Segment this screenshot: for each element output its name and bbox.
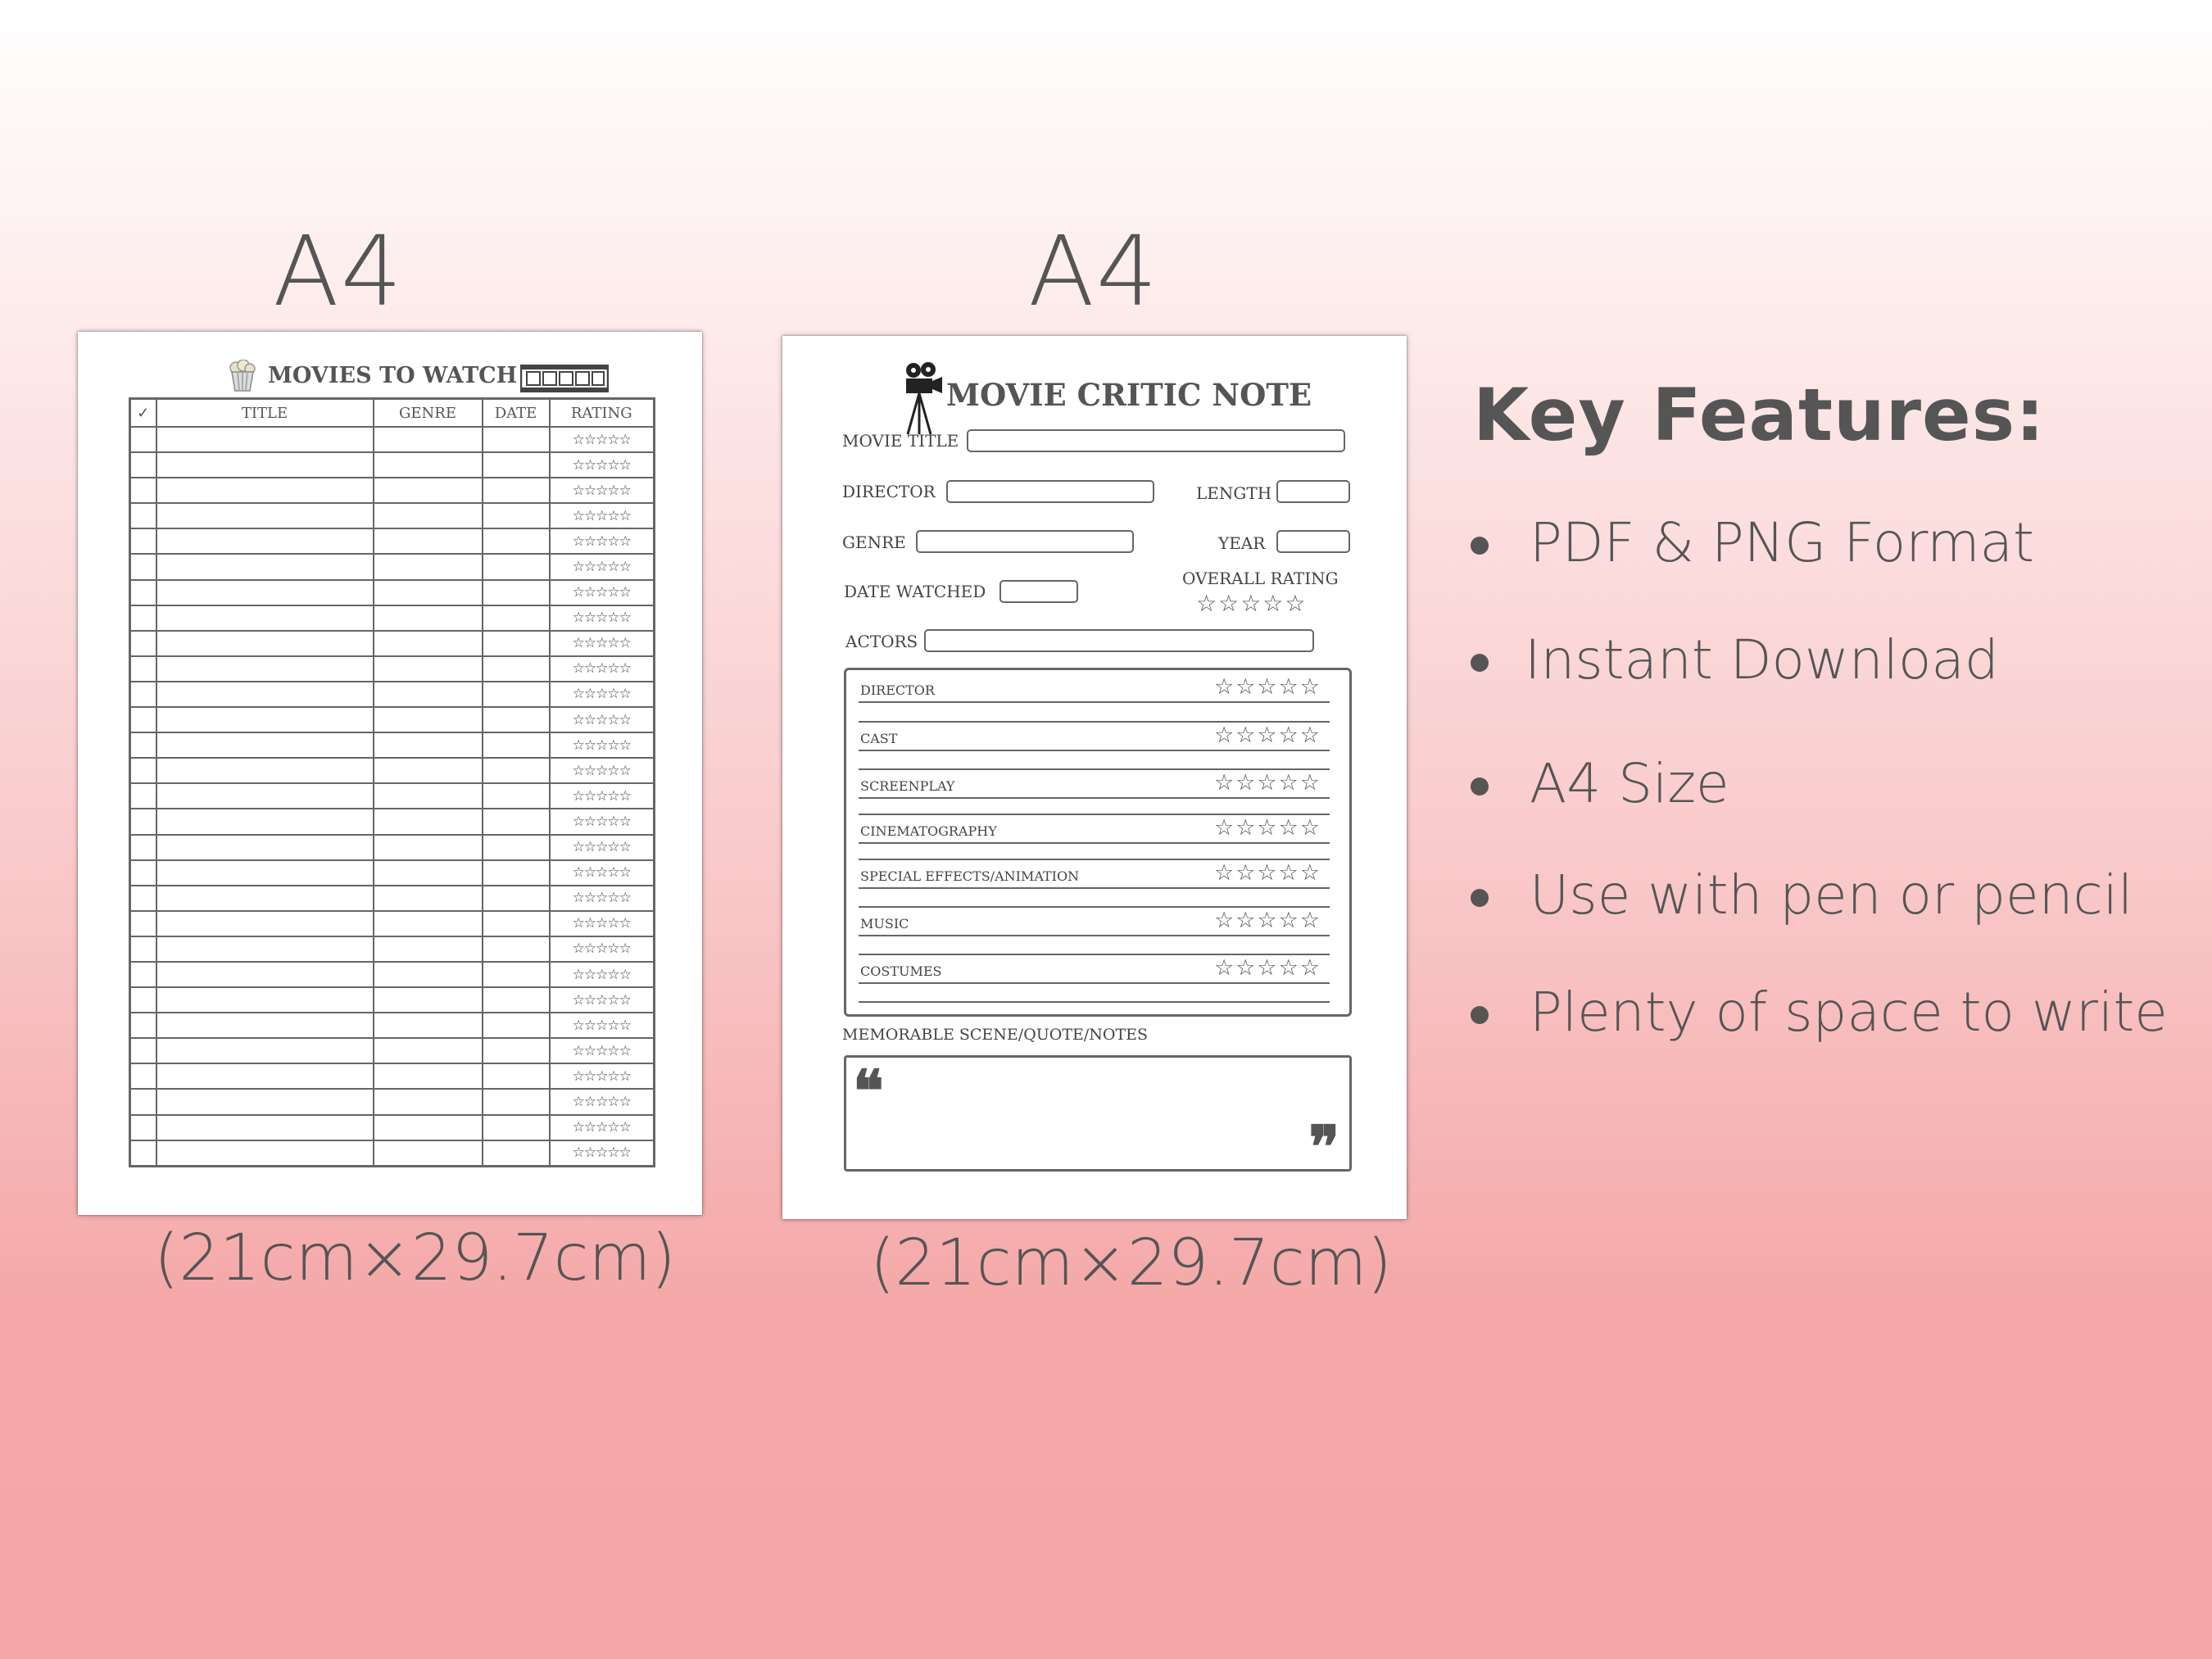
check-cell[interactable] bbox=[130, 631, 156, 656]
check-cell[interactable] bbox=[130, 911, 156, 936]
date-cell[interactable] bbox=[483, 452, 550, 478]
rating-cell[interactable]: ☆☆☆☆☆ bbox=[550, 1038, 655, 1063]
check-cell[interactable] bbox=[130, 1089, 156, 1114]
table-row bbox=[130, 427, 655, 452]
category-ratings-panel bbox=[844, 668, 1352, 1017]
category-stars[interactable]: ☆☆☆☆☆ bbox=[1213, 723, 1321, 747]
category-label: COSTUMES bbox=[860, 963, 942, 979]
header-date: DATE bbox=[483, 399, 550, 428]
genre-cell[interactable] bbox=[374, 452, 483, 478]
date-cell[interactable] bbox=[483, 936, 550, 962]
genre-cell[interactable] bbox=[374, 554, 483, 579]
year-field[interactable] bbox=[1276, 530, 1350, 553]
table-row bbox=[130, 936, 655, 962]
dimension-label-right: (21cm×29.7cm) bbox=[870, 1226, 1392, 1300]
title-cell[interactable] bbox=[156, 605, 374, 631]
category-row-special-effects bbox=[859, 860, 1330, 889]
table-row bbox=[130, 1089, 655, 1114]
overall-rating-stars[interactable]: ☆☆☆☆☆ bbox=[1196, 591, 1308, 616]
genre-cell[interactable] bbox=[374, 528, 483, 554]
table-row bbox=[130, 1013, 655, 1038]
date-cell[interactable] bbox=[483, 656, 550, 682]
category-stars[interactable]: ☆☆☆☆☆ bbox=[1213, 908, 1321, 932]
category-row-costumes bbox=[859, 955, 1330, 984]
date-cell[interactable] bbox=[483, 758, 550, 783]
check-cell[interactable] bbox=[130, 580, 156, 605]
rating-cell[interactable]: ☆☆☆☆☆ bbox=[550, 656, 655, 682]
table-row bbox=[130, 528, 655, 554]
rating-cell[interactable]: ☆☆☆☆☆ bbox=[550, 1089, 655, 1114]
title-cell[interactable] bbox=[156, 631, 374, 656]
film-strip-icon bbox=[520, 365, 609, 392]
title-cell[interactable] bbox=[156, 503, 374, 528]
table-row bbox=[130, 605, 655, 631]
rating-cell[interactable]: ☆☆☆☆☆ bbox=[550, 860, 655, 886]
check-cell[interactable] bbox=[130, 886, 156, 911]
date-cell[interactable] bbox=[483, 962, 550, 987]
writing-line bbox=[859, 1001, 1330, 1003]
title-cell[interactable] bbox=[156, 1013, 374, 1038]
close-quote-icon: ❞ bbox=[1308, 1113, 1339, 1181]
date-cell[interactable] bbox=[483, 1063, 550, 1089]
genre-cell[interactable] bbox=[374, 503, 483, 528]
date-cell[interactable] bbox=[483, 605, 550, 631]
rating-cell[interactable]: ☆☆☆☆☆ bbox=[550, 809, 655, 834]
size-label-left: A4 bbox=[273, 215, 404, 328]
date-cell[interactable] bbox=[483, 503, 550, 528]
feature-text: Use with pen or pencil bbox=[1530, 863, 2133, 927]
check-cell[interactable] bbox=[130, 936, 156, 962]
check-cell[interactable] bbox=[130, 860, 156, 886]
check-cell[interactable] bbox=[130, 835, 156, 860]
table-row bbox=[130, 1063, 655, 1089]
genre-cell[interactable] bbox=[374, 1089, 483, 1114]
date-cell[interactable] bbox=[483, 707, 550, 732]
title-cell[interactable] bbox=[156, 987, 374, 1013]
label-actors: ACTORS bbox=[845, 632, 918, 651]
rating-cell[interactable]: ☆☆☆☆☆ bbox=[550, 783, 655, 809]
table-row bbox=[130, 987, 655, 1013]
rating-cell[interactable]: ☆☆☆☆☆ bbox=[550, 682, 655, 707]
table-row bbox=[130, 1115, 655, 1140]
title-cell[interactable] bbox=[156, 1115, 374, 1140]
category-row-cast bbox=[859, 725, 1330, 751]
date-cell[interactable] bbox=[483, 835, 550, 860]
date-cell[interactable] bbox=[483, 554, 550, 579]
genre-cell[interactable] bbox=[374, 911, 483, 936]
title-cell[interactable] bbox=[156, 427, 374, 452]
table-row bbox=[130, 631, 655, 656]
genre-cell[interactable] bbox=[374, 682, 483, 707]
features-title: Key Features: bbox=[1473, 373, 2046, 457]
category-label: MUSIC bbox=[860, 916, 909, 931]
genre-cell[interactable] bbox=[374, 631, 483, 656]
check-cell[interactable] bbox=[130, 478, 156, 503]
check-cell[interactable] bbox=[130, 783, 156, 809]
category-row-cinematography bbox=[859, 815, 1330, 844]
table-row bbox=[130, 809, 655, 834]
genre-cell[interactable] bbox=[374, 962, 483, 987]
rating-cell[interactable]: ☆☆☆☆☆ bbox=[550, 427, 655, 452]
rating-cell[interactable]: ☆☆☆☆☆ bbox=[550, 580, 655, 605]
table-row bbox=[130, 962, 655, 987]
size-label-right: A4 bbox=[1028, 215, 1159, 328]
title-cell[interactable] bbox=[156, 911, 374, 936]
feature-text: A4 Size bbox=[1530, 752, 1729, 815]
rating-cell[interactable]: ☆☆☆☆☆ bbox=[550, 503, 655, 528]
length-field[interactable] bbox=[1276, 480, 1350, 503]
genre-cell[interactable] bbox=[374, 860, 483, 886]
table-row bbox=[130, 1038, 655, 1063]
genre-cell[interactable] bbox=[374, 886, 483, 911]
genre-cell[interactable] bbox=[374, 1140, 483, 1167]
movie-title-field[interactable] bbox=[967, 429, 1345, 452]
rating-cell[interactable]: ☆☆☆☆☆ bbox=[550, 528, 655, 554]
director-field[interactable] bbox=[946, 480, 1154, 503]
check-cell[interactable] bbox=[130, 528, 156, 554]
category-stars[interactable]: ☆☆☆☆☆ bbox=[1213, 770, 1321, 795]
feature-text: PDF & PNG Format bbox=[1530, 511, 2034, 574]
rating-cell[interactable]: ☆☆☆☆☆ bbox=[550, 1115, 655, 1140]
title-cell[interactable] bbox=[156, 758, 374, 783]
genre-cell[interactable] bbox=[374, 1013, 483, 1038]
check-cell[interactable] bbox=[130, 809, 156, 834]
rating-cell[interactable]: ☆☆☆☆☆ bbox=[550, 631, 655, 656]
open-quote-icon: ❝ bbox=[853, 1057, 884, 1125]
rating-cell[interactable]: ☆☆☆☆☆ bbox=[550, 962, 655, 987]
rating-cell[interactable]: ☆☆☆☆☆ bbox=[550, 1013, 655, 1038]
header-check: ✓ bbox=[130, 399, 156, 428]
category-stars[interactable]: ☆☆☆☆☆ bbox=[1213, 815, 1321, 840]
table-row bbox=[130, 682, 655, 707]
table-row bbox=[130, 707, 655, 732]
check-cell[interactable] bbox=[130, 452, 156, 478]
table-row bbox=[130, 886, 655, 911]
title-cell[interactable] bbox=[156, 452, 374, 478]
movie-camera-icon bbox=[901, 360, 944, 436]
table-row bbox=[130, 783, 655, 809]
title-cell[interactable] bbox=[156, 682, 374, 707]
popcorn-icon bbox=[228, 360, 257, 392]
bullet-icon bbox=[1471, 777, 1489, 796]
genre-cell[interactable] bbox=[374, 987, 483, 1013]
genre-cell[interactable] bbox=[374, 1038, 483, 1063]
check-cell[interactable] bbox=[130, 1115, 156, 1140]
rating-cell[interactable]: ☆☆☆☆☆ bbox=[550, 886, 655, 911]
title-cell[interactable] bbox=[156, 580, 374, 605]
movies-to-watch-sheet bbox=[78, 332, 702, 1215]
title-cell[interactable] bbox=[156, 732, 374, 758]
table-row bbox=[130, 478, 655, 503]
check-cell[interactable] bbox=[130, 1013, 156, 1038]
date-cell[interactable] bbox=[483, 783, 550, 809]
title-cell[interactable] bbox=[156, 936, 374, 962]
table-row bbox=[130, 860, 655, 886]
header-rating: RATING bbox=[550, 399, 655, 428]
genre-cell[interactable] bbox=[374, 707, 483, 732]
header-genre: GENRE bbox=[374, 399, 483, 428]
rating-cell[interactable]: ☆☆☆☆☆ bbox=[550, 936, 655, 962]
date-cell[interactable] bbox=[483, 987, 550, 1013]
check-cell[interactable] bbox=[130, 1063, 156, 1089]
bullet-icon bbox=[1471, 654, 1489, 672]
table-row bbox=[130, 452, 655, 478]
title-cell[interactable] bbox=[156, 1089, 374, 1114]
sheet-title: MOVIES TO WATCH bbox=[268, 363, 518, 388]
title-cell[interactable] bbox=[156, 528, 374, 554]
check-cell[interactable] bbox=[130, 1038, 156, 1063]
check-cell[interactable] bbox=[130, 427, 156, 452]
genre-cell[interactable] bbox=[374, 758, 483, 783]
category-stars[interactable]: ☆☆☆☆☆ bbox=[1213, 674, 1321, 699]
title-cell[interactable] bbox=[156, 478, 374, 503]
rating-cell[interactable]: ☆☆☆☆☆ bbox=[550, 1140, 655, 1167]
category-row-screenplay bbox=[859, 770, 1330, 799]
check-cell[interactable] bbox=[130, 554, 156, 579]
header-title: TITLE bbox=[156, 399, 374, 428]
rating-cell[interactable]: ☆☆☆☆☆ bbox=[550, 1063, 655, 1089]
bullet-icon bbox=[1471, 537, 1489, 555]
check-cell[interactable] bbox=[130, 987, 156, 1013]
check-cell[interactable] bbox=[130, 605, 156, 631]
check-cell[interactable] bbox=[130, 656, 156, 682]
genre-cell[interactable] bbox=[374, 1115, 483, 1140]
table-header-row bbox=[130, 399, 655, 428]
feature-text: Instant Download bbox=[1525, 628, 1999, 691]
table-row bbox=[130, 656, 655, 682]
table-row bbox=[130, 580, 655, 605]
category-label: CINEMATOGRAPHY bbox=[860, 823, 997, 839]
label-year: YEAR bbox=[1218, 533, 1266, 553]
genre-field[interactable] bbox=[916, 530, 1134, 553]
title-cell[interactable] bbox=[156, 809, 374, 834]
title-cell[interactable] bbox=[156, 962, 374, 987]
check-cell[interactable] bbox=[130, 682, 156, 707]
date-cell[interactable] bbox=[483, 1038, 550, 1063]
label-director: DIRECTOR bbox=[842, 482, 936, 501]
date-cell[interactable] bbox=[483, 886, 550, 911]
date-watched-field[interactable] bbox=[999, 580, 1078, 603]
date-cell[interactable] bbox=[483, 1089, 550, 1114]
genre-cell[interactable] bbox=[374, 656, 483, 682]
title-cell[interactable] bbox=[156, 783, 374, 809]
movie-critic-note-sheet bbox=[782, 336, 1407, 1219]
bullet-icon bbox=[1471, 1006, 1489, 1024]
label-movie-title: MOVIE TITLE bbox=[842, 431, 959, 451]
title-cell[interactable] bbox=[156, 1038, 374, 1063]
table-row bbox=[130, 554, 655, 579]
title-cell[interactable] bbox=[156, 554, 374, 579]
notes-label: MEMORABLE SCENE/QUOTE/NOTES bbox=[842, 1026, 1149, 1044]
date-cell[interactable] bbox=[483, 478, 550, 503]
rating-cell[interactable]: ☆☆☆☆☆ bbox=[550, 835, 655, 860]
check-cell[interactable] bbox=[130, 503, 156, 528]
table-row bbox=[130, 1140, 655, 1167]
category-stars[interactable]: ☆☆☆☆☆ bbox=[1213, 955, 1321, 980]
dimension-label-left: (21cm×29.7cm) bbox=[154, 1222, 676, 1295]
title-cell[interactable] bbox=[156, 656, 374, 682]
date-cell[interactable] bbox=[483, 1115, 550, 1140]
title-cell[interactable] bbox=[156, 860, 374, 886]
genre-cell[interactable] bbox=[374, 605, 483, 631]
rating-cell[interactable]: ☆☆☆☆☆ bbox=[550, 452, 655, 478]
label-genre: GENRE bbox=[842, 533, 906, 552]
date-cell[interactable] bbox=[483, 1013, 550, 1038]
title-cell[interactable] bbox=[156, 707, 374, 732]
date-cell[interactable] bbox=[483, 580, 550, 605]
check-cell[interactable] bbox=[130, 1140, 156, 1167]
date-cell[interactable] bbox=[483, 809, 550, 834]
label-length: LENGTH bbox=[1196, 483, 1272, 503]
date-cell[interactable] bbox=[483, 427, 550, 452]
rating-cell[interactable]: ☆☆☆☆☆ bbox=[550, 732, 655, 758]
feature-text: Plenty of space to write bbox=[1530, 981, 2168, 1044]
rating-cell[interactable]: ☆☆☆☆☆ bbox=[550, 554, 655, 579]
genre-cell[interactable] bbox=[374, 835, 483, 860]
genre-cell[interactable] bbox=[374, 478, 483, 503]
category-row-music bbox=[859, 910, 1330, 936]
category-label: SCREENPLAY bbox=[860, 778, 955, 794]
rating-cell[interactable]: ☆☆☆☆☆ bbox=[550, 987, 655, 1013]
genre-cell[interactable] bbox=[374, 809, 483, 834]
date-cell[interactable] bbox=[483, 631, 550, 656]
title-cell[interactable] bbox=[156, 886, 374, 911]
rating-cell[interactable]: ☆☆☆☆☆ bbox=[550, 707, 655, 732]
genre-cell[interactable] bbox=[374, 427, 483, 452]
movies-table bbox=[129, 397, 655, 1167]
table-row bbox=[130, 835, 655, 860]
genre-cell[interactable] bbox=[374, 732, 483, 758]
genre-cell[interactable] bbox=[374, 936, 483, 962]
rating-cell[interactable]: ☆☆☆☆☆ bbox=[550, 478, 655, 503]
category-label: SPECIAL EFFECTS/ANIMATION bbox=[860, 868, 1080, 884]
check-cell[interactable] bbox=[130, 758, 156, 783]
genre-cell[interactable] bbox=[374, 783, 483, 809]
sheet-title: MOVIE CRITIC NOTE bbox=[946, 377, 1312, 413]
date-cell[interactable] bbox=[483, 732, 550, 758]
date-cell[interactable] bbox=[483, 911, 550, 936]
table-row bbox=[130, 911, 655, 936]
title-cell[interactable] bbox=[156, 835, 374, 860]
check-cell[interactable] bbox=[130, 732, 156, 758]
category-row-director bbox=[859, 674, 1330, 703]
table-row bbox=[130, 503, 655, 528]
table-row bbox=[130, 758, 655, 783]
category-stars[interactable]: ☆☆☆☆☆ bbox=[1213, 860, 1321, 885]
genre-cell[interactable] bbox=[374, 580, 483, 605]
rating-cell[interactable]: ☆☆☆☆☆ bbox=[550, 605, 655, 631]
title-cell[interactable] bbox=[156, 1063, 374, 1089]
title-cell[interactable] bbox=[156, 1140, 374, 1167]
date-cell[interactable] bbox=[483, 682, 550, 707]
bullet-icon bbox=[1471, 889, 1489, 907]
category-label: CAST bbox=[860, 731, 898, 746]
label-date-watched: DATE WATCHED bbox=[844, 582, 986, 601]
label-overall-rating: OVERALL RATING bbox=[1182, 569, 1339, 588]
check-cell[interactable] bbox=[130, 962, 156, 987]
category-label: DIRECTOR bbox=[860, 682, 935, 698]
genre-cell[interactable] bbox=[374, 1063, 483, 1089]
table-row bbox=[130, 732, 655, 758]
notes-field[interactable] bbox=[844, 1055, 1352, 1181]
rating-cell[interactable]: ☆☆☆☆☆ bbox=[550, 758, 655, 783]
rating-cell[interactable]: ☆☆☆☆☆ bbox=[550, 911, 655, 936]
date-cell[interactable] bbox=[483, 860, 550, 886]
actors-field[interactable] bbox=[924, 629, 1314, 652]
date-cell[interactable] bbox=[483, 528, 550, 554]
date-cell[interactable] bbox=[483, 1140, 550, 1167]
check-cell[interactable] bbox=[130, 707, 156, 732]
